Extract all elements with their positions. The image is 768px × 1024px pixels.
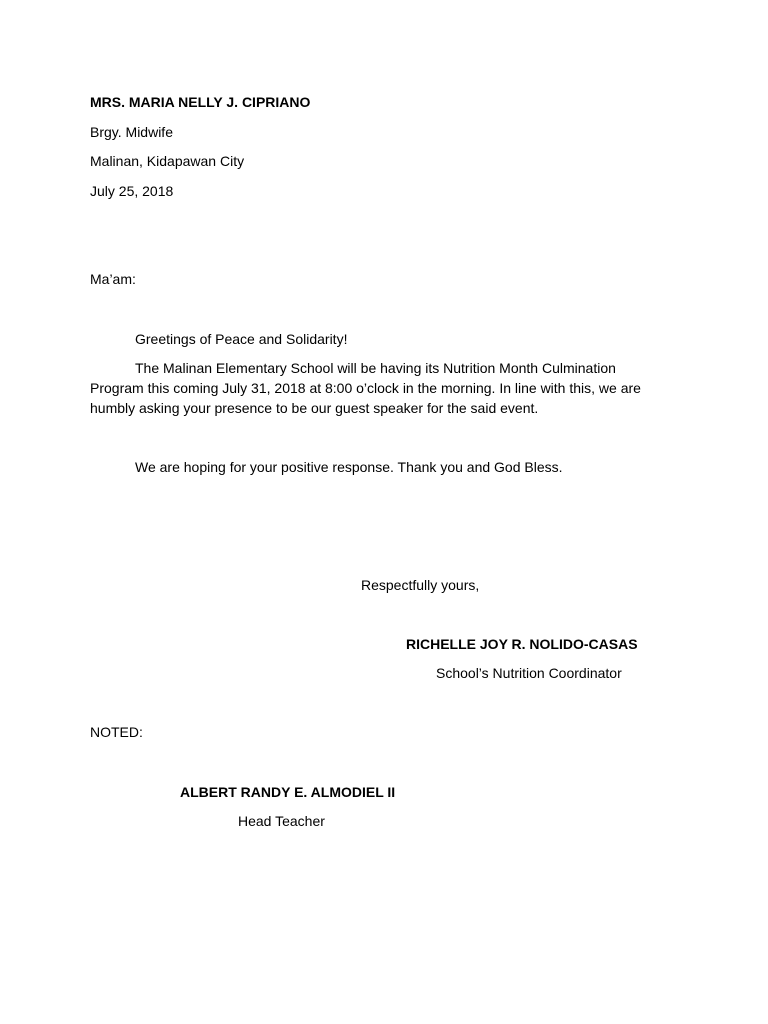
signatory-name: RICHELLE JOY R. NOLIDO-CASAS <box>406 636 638 652</box>
recipient-position: Brgy. Midwife <box>90 124 173 140</box>
noted-label: NOTED: <box>90 724 143 740</box>
letter-date: July 25, 2018 <box>90 183 174 199</box>
main-paragraph: The Malinan Elementary School will be having its Nutrition Month Culmination Program this coming July 31, 2018 at 8:00 o’clock in the morning. In line with this, we are humbly asking your presence to be our guest speaker for the said event. <box>90 360 641 416</box>
closing-paragraph: We are hoping for your positive response. Thank you and God Bless. <box>135 459 563 475</box>
noted-name: ALBERT RANDY E. ALMODIEL II <box>180 784 396 800</box>
noted-title: Head Teacher <box>238 813 325 829</box>
recipient-name: MRS. MARIA NELLY J. CIPRIANO <box>90 94 311 110</box>
recipient-address: Malinan, Kidapawan City <box>90 153 245 169</box>
greeting-line: Greetings of Peace and Solidarity! <box>135 331 348 347</box>
signatory-title: School’s Nutrition Coordinator <box>436 665 622 681</box>
salutation: Ma’am: <box>90 271 136 287</box>
complimentary-close: Respectfully yours, <box>361 577 480 593</box>
